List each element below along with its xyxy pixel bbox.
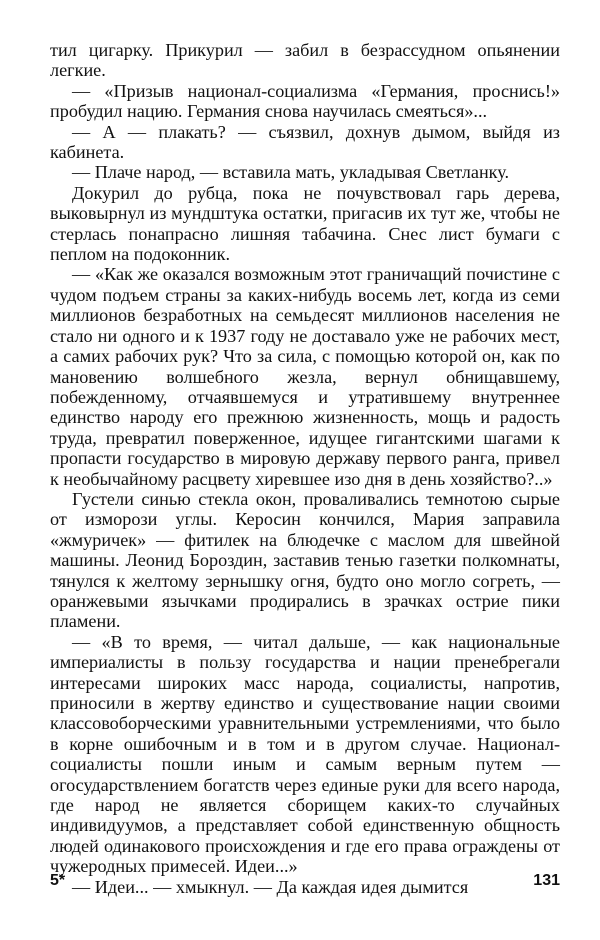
printer-signature: 5*	[50, 872, 66, 889]
paragraph: Докурил до рубца, пока не почувствовал гарь дерева, выковырнул из мундштука остатки, пригасив их тут же, чтобы не стерлась понапрасно лишняя табачина. Снес лист бумаги с пеплом на подоконник.	[50, 182, 560, 265]
paragraph: — Идеи... — хмыкнул. — Да каждая идея дымится	[72, 876, 469, 897]
paragraph: — «Призыв национал-социализма «Германия, проснись!» пробудил нацию. Германия снова научилась смеяться»...	[50, 80, 560, 122]
paragraph: — «В то время, — читал дальше, — как национальные империалисты в пользу государства и нации пренебрегали интересами широких масс народа, социалисты, напротив, приносили в жертву единство и существование нации своими классовоборческими уравнительными устремлениями, что было в корне ошибочным и в том и в другом случае. Национал-социалисты пошли иным и самым верным путем — огосударствлением богатств через единые руки для всего народа, где народ не является сборищем каких-то случайных индивидуумов, а представляет собой единственную общность людей одинакового происхождения и где его права ограждены от чужеродных примесей. Идеи...»	[50, 631, 560, 877]
paragraph: — А — плакать? — съязвил, дохнув дымом, выйдя из кабинета.	[50, 121, 560, 163]
page-number: 131	[533, 872, 560, 889]
paragraph: — Плаче народ, — вставила мать, укладывая Светланку.	[72, 162, 510, 183]
paragraph: Густели синью стекла окон, проваливались темнотою сырые от изморози углы. Керосин кончился, Мария заправила «жмуричек» — фитилек на блюдечке с маслом для швейной машины. Леонид Бороздин, заставив тенью газетки полкомнаты, тянулся к желтому зернышку огня, будто оно могло согреть, — оранжевыми язычками продирались в зрачках острие пики пламени.	[50, 488, 560, 632]
paragraph: тил цигарку. Прикурил — забил в безрассудном опьянении легкие.	[50, 40, 560, 81]
main-text	[50, 40, 560, 897]
paragraph: — «Как же оказался возможным этот граничащий почистине с чудом подъем страны за каких-нибудь восемь лет, когда из семи миллионов безработных на семьдесят миллионов населения не стало ни одного и к 1937 году не доставало уже не рабочих мест, а самих рабочих рук? Что за сила, с помощью которой он, как по мановению волшебного жезла, вернул обнищавшему, побежденному, отчаявшемуся и утратившему внутреннее единство народу его прежнюю жизненность, мощь и радость труда, превратил поверженное, идущее гигантскими шагами к пропасти государство в мировую державу первого ранга, привел к необычайному расцвету хиревшее изо дня в день хозяйство?..»	[50, 264, 560, 489]
